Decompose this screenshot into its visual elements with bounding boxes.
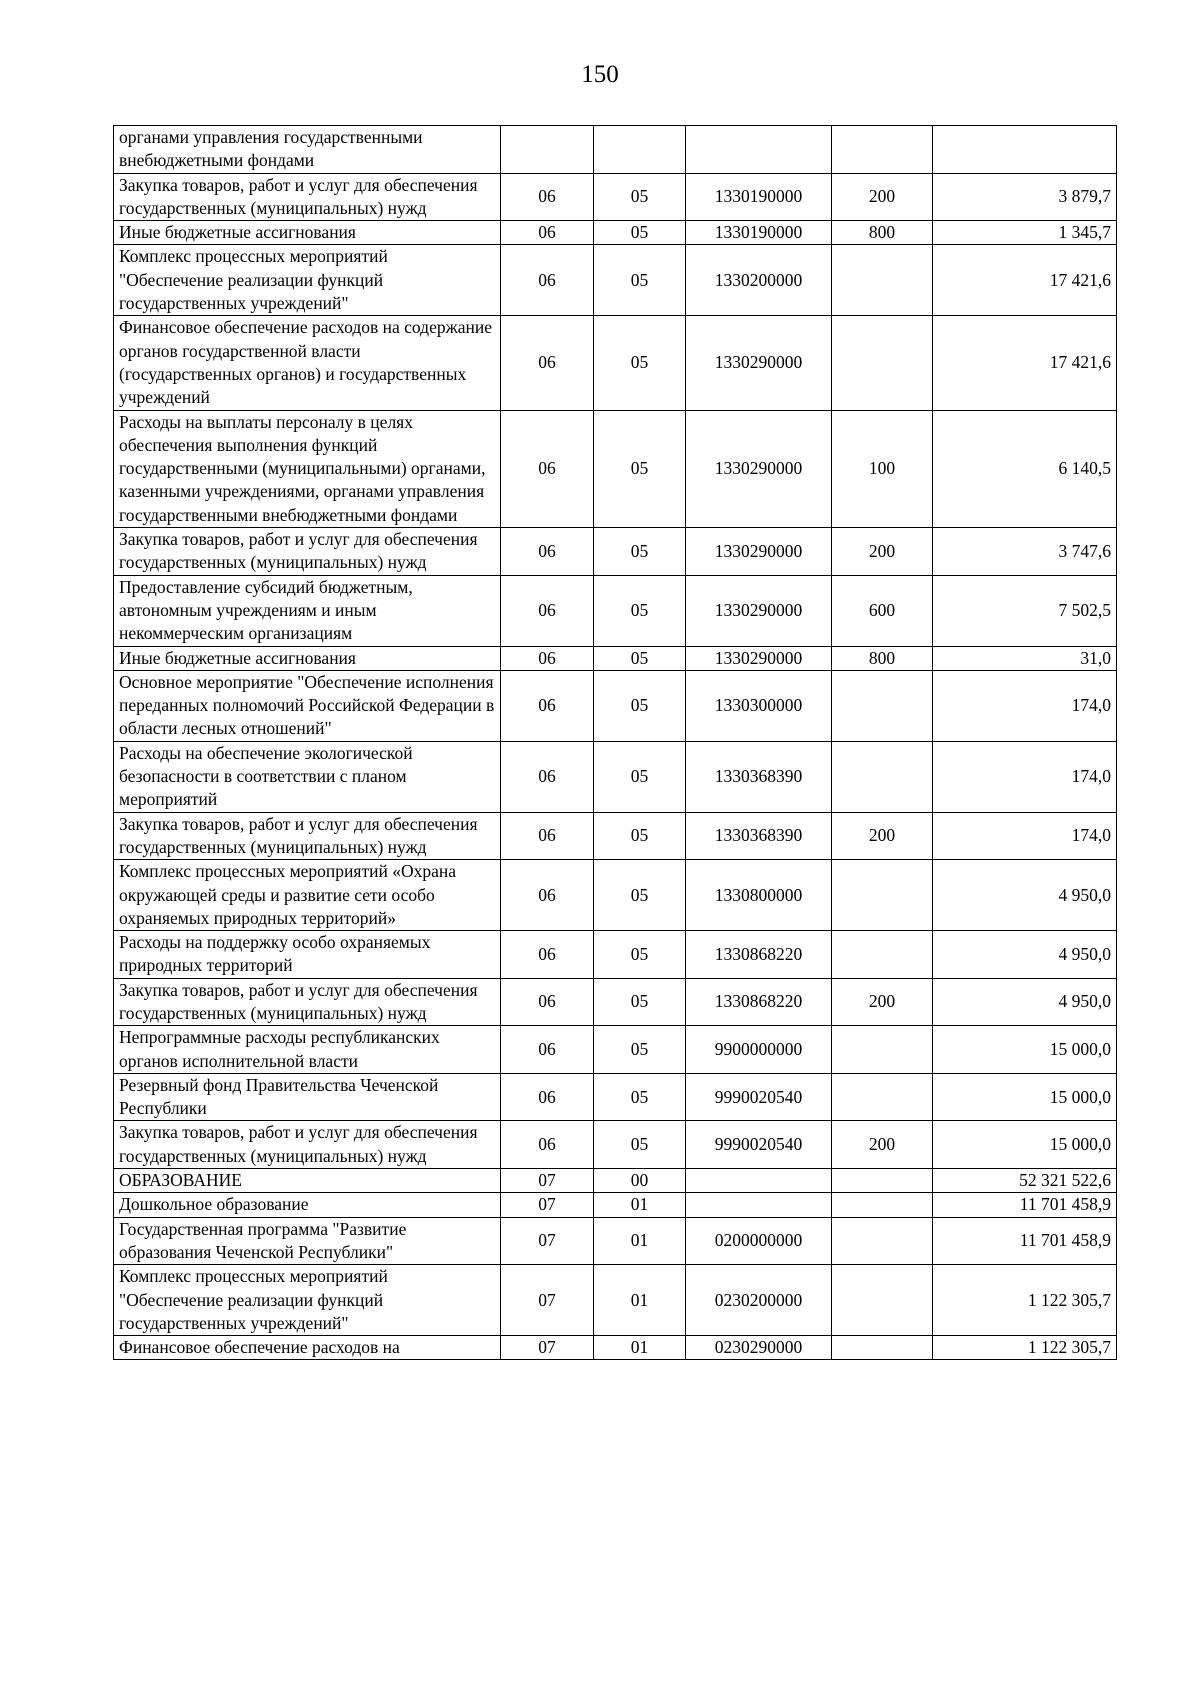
table-row [114,646,1117,670]
amount-cell: 174,0 [933,741,1117,812]
target-article-code-cell [686,1169,832,1193]
amount-cell [933,126,1117,174]
table-row [114,221,1117,245]
target-article-code-cell: 1330290000 [686,316,832,410]
subsection-code-cell: 05 [594,978,686,1026]
amount-cell: 7 502,5 [933,575,1117,646]
subsection-code-cell: 01 [594,1217,686,1265]
table-row [114,860,1117,931]
section-code-cell: 06 [501,316,594,410]
section-code-cell [501,126,594,174]
expense-name-cell: Закупка товаров, работ и услуг для обеспечения государственных (муниципальных) нужд [114,1121,501,1169]
subsection-code-cell: 05 [594,812,686,860]
subsection-code-cell: 05 [594,1121,686,1169]
expense-name-cell: Основное мероприятие "Обеспечение исполнения переданных полномочий Российской Федерации в области лесных отношений" [114,670,501,741]
expense-type-code-cell: 800 [832,646,933,670]
target-article-code-cell: 1330368390 [686,812,832,860]
target-article-code-cell: 1330868220 [686,978,832,1026]
target-article-code-cell: 1330800000 [686,860,832,931]
subsection-code-cell: 05 [594,1026,686,1074]
expense-type-code-cell [832,1193,933,1217]
amount-cell: 4 950,0 [933,860,1117,931]
subsection-code-cell [594,126,686,174]
section-code-cell: 07 [501,1193,594,1217]
section-code-cell: 06 [501,931,594,979]
amount-cell: 1 122 305,7 [933,1336,1117,1360]
section-code-cell: 06 [501,1026,594,1074]
amount-cell: 1 122 305,7 [933,1265,1117,1336]
amount-cell: 4 950,0 [933,978,1117,1026]
expense-name-cell: ОБРАЗОВАНИЕ [114,1169,501,1193]
expense-name-cell: Расходы на обеспечение экологической безопасности в соответствии с планом мероприятий [114,741,501,812]
amount-cell: 4 950,0 [933,931,1117,979]
expense-name-cell: Расходы на выплаты персоналу в целях обеспечения выполнения функций государственными (муниципальными) органами, казенными учреждениями, органами управления государственными внебюджетными фондами [114,410,501,527]
target-article-code-cell [686,126,832,174]
expense-name-cell: Закупка товаров, работ и услуг для обеспечения государственных (муниципальных) нужд [114,978,501,1026]
section-code-cell: 06 [501,741,594,812]
expense-type-code-cell [832,245,933,316]
expense-type-code-cell: 800 [832,221,933,245]
amount-cell: 3 747,6 [933,528,1117,576]
table-row [114,245,1117,316]
table-row [114,528,1117,576]
section-code-cell: 06 [501,245,594,316]
expense-type-code-cell [832,1265,933,1336]
expense-type-code-cell [832,316,933,410]
target-article-code-cell: 9990020540 [686,1073,832,1121]
subsection-code-cell: 00 [594,1169,686,1193]
expense-name-cell: Иные бюджетные ассигнования [114,221,501,245]
expense-name-cell: Финансовое обеспечение расходов на содержание органов государственной власти (государственных органов) и государственных учреждений [114,316,501,410]
amount-cell: 1 345,7 [933,221,1117,245]
expense-name-cell: Предоставление субсидий бюджетным, автономным учреждениям и иным некоммерческим организациям [114,575,501,646]
subsection-code-cell: 05 [594,528,686,576]
table-row [114,1121,1117,1169]
section-code-cell: 06 [501,1073,594,1121]
expense-name-cell: Финансовое обеспечение расходов на [114,1336,501,1360]
amount-cell: 17 421,6 [933,245,1117,316]
page-number: 150 [581,61,619,88]
expense-type-code-cell [832,931,933,979]
table-row [114,1026,1117,1074]
table-row [114,1336,1117,1360]
expense-name-cell: Расходы на поддержку особо охраняемых природных территорий [114,931,501,979]
table-row [114,1265,1117,1336]
table-row [114,1073,1117,1121]
section-code-cell: 07 [501,1336,594,1360]
expense-name-cell: Комплекс процессных мероприятий «Охрана окружающей среды и развитие сети особо охраняемых природных территорий» [114,860,501,931]
table-row [114,1169,1117,1193]
table-row [114,812,1117,860]
expense-type-code-cell [832,741,933,812]
expense-type-code-cell [832,1336,933,1360]
subsection-code-cell: 05 [594,860,686,931]
expense-name-cell: Иные бюджетные ассигнования [114,646,501,670]
expense-name-cell: органами управления государственными внебюджетными фондами [114,126,501,174]
target-article-code-cell: 0230200000 [686,1265,832,1336]
target-article-code-cell: 1330200000 [686,245,832,316]
table-row [114,126,1117,174]
amount-cell: 174,0 [933,670,1117,741]
expense-type-code-cell: 200 [832,528,933,576]
amount-cell: 52 321 522,6 [933,1169,1117,1193]
target-article-code-cell: 1330290000 [686,410,832,527]
target-article-code-cell: 1330290000 [686,646,832,670]
expense-name-cell: Резервный фонд Правительства Чеченской Республики [114,1073,501,1121]
subsection-code-cell: 05 [594,221,686,245]
expense-name-cell: Закупка товаров, работ и услуг для обеспечения государственных (муниципальных) нужд [114,173,501,221]
target-article-code-cell: 1330300000 [686,670,832,741]
section-code-cell: 06 [501,575,594,646]
table-row [114,978,1117,1026]
table-row [114,173,1117,221]
table-row [114,575,1117,646]
target-article-code-cell: 1330290000 [686,528,832,576]
expense-type-code-cell [832,670,933,741]
table-row [114,741,1117,812]
target-article-code-cell: 9990020540 [686,1121,832,1169]
expense-name-cell: Закупка товаров, работ и услуг для обеспечения государственных (муниципальных) нужд [114,528,501,576]
target-article-code-cell: 1330190000 [686,221,832,245]
target-article-code-cell: 0230290000 [686,1336,832,1360]
section-code-cell: 07 [501,1169,594,1193]
amount-cell: 31,0 [933,646,1117,670]
table-row [114,410,1117,527]
target-article-code-cell [686,1193,832,1217]
section-code-cell: 06 [501,221,594,245]
expense-type-code-cell [832,1169,933,1193]
expense-name-cell: Комплекс процессных мероприятий "Обеспечение реализации функций государственных учреждений" [114,245,501,316]
amount-cell: 174,0 [933,812,1117,860]
expense-type-code-cell [832,1217,933,1265]
expense-type-code-cell: 200 [832,173,933,221]
amount-cell: 11 701 458,9 [933,1217,1117,1265]
expense-type-code-cell [832,126,933,174]
subsection-code-cell: 05 [594,646,686,670]
expense-name-cell: Непрограммные расходы республиканских органов исполнительной власти [114,1026,501,1074]
subsection-code-cell: 01 [594,1265,686,1336]
amount-cell: 6 140,5 [933,410,1117,527]
section-code-cell: 06 [501,978,594,1026]
section-code-cell: 06 [501,528,594,576]
table-row [114,1217,1117,1265]
section-code-cell: 07 [501,1217,594,1265]
expense-name-cell: Дошкольное образование [114,1193,501,1217]
amount-cell: 15 000,0 [933,1073,1117,1121]
section-code-cell: 06 [501,1121,594,1169]
expense-type-code-cell [832,1073,933,1121]
target-article-code-cell: 9900000000 [686,1026,832,1074]
amount-cell: 17 421,6 [933,316,1117,410]
amount-cell: 15 000,0 [933,1026,1117,1074]
amount-cell: 15 000,0 [933,1121,1117,1169]
subsection-code-cell: 05 [594,1073,686,1121]
budget-table [113,125,1117,1360]
expense-name-cell: Закупка товаров, работ и услуг для обеспечения государственных (муниципальных) нужд [114,812,501,860]
expense-type-code-cell: 600 [832,575,933,646]
target-article-code-cell: 1330868220 [686,931,832,979]
subsection-code-cell: 05 [594,670,686,741]
expense-type-code-cell [832,860,933,931]
subsection-code-cell: 05 [594,316,686,410]
table-row [114,1193,1117,1217]
section-code-cell: 06 [501,860,594,931]
expense-type-code-cell: 200 [832,1121,933,1169]
subsection-code-cell: 05 [594,410,686,527]
section-code-cell: 06 [501,410,594,527]
target-article-code-cell: 1330290000 [686,575,832,646]
target-article-code-cell: 0200000000 [686,1217,832,1265]
table-row [114,316,1117,410]
amount-cell: 3 879,7 [933,173,1117,221]
section-code-cell: 06 [501,812,594,860]
target-article-code-cell: 1330190000 [686,173,832,221]
expense-name-cell: Государственная программа "Развитие образования Чеченской Республики" [114,1217,501,1265]
expense-type-code-cell [832,1026,933,1074]
subsection-code-cell: 05 [594,575,686,646]
subsection-code-cell: 05 [594,741,686,812]
budget-table-body [114,126,1117,1360]
expense-name-cell: Комплекс процессных мероприятий "Обеспечение реализации функций государственных учреждений" [114,1265,501,1336]
subsection-code-cell: 05 [594,173,686,221]
section-code-cell: 06 [501,646,594,670]
subsection-code-cell: 05 [594,245,686,316]
expense-type-code-cell: 100 [832,410,933,527]
expense-type-code-cell: 200 [832,812,933,860]
target-article-code-cell: 1330368390 [686,741,832,812]
section-code-cell: 07 [501,1265,594,1336]
amount-cell: 11 701 458,9 [933,1193,1117,1217]
section-code-cell: 06 [501,670,594,741]
subsection-code-cell: 05 [594,931,686,979]
table-row [114,670,1117,741]
subsection-code-cell: 01 [594,1336,686,1360]
subsection-code-cell: 01 [594,1193,686,1217]
expense-type-code-cell: 200 [832,978,933,1026]
table-row [114,931,1117,979]
section-code-cell: 06 [501,173,594,221]
